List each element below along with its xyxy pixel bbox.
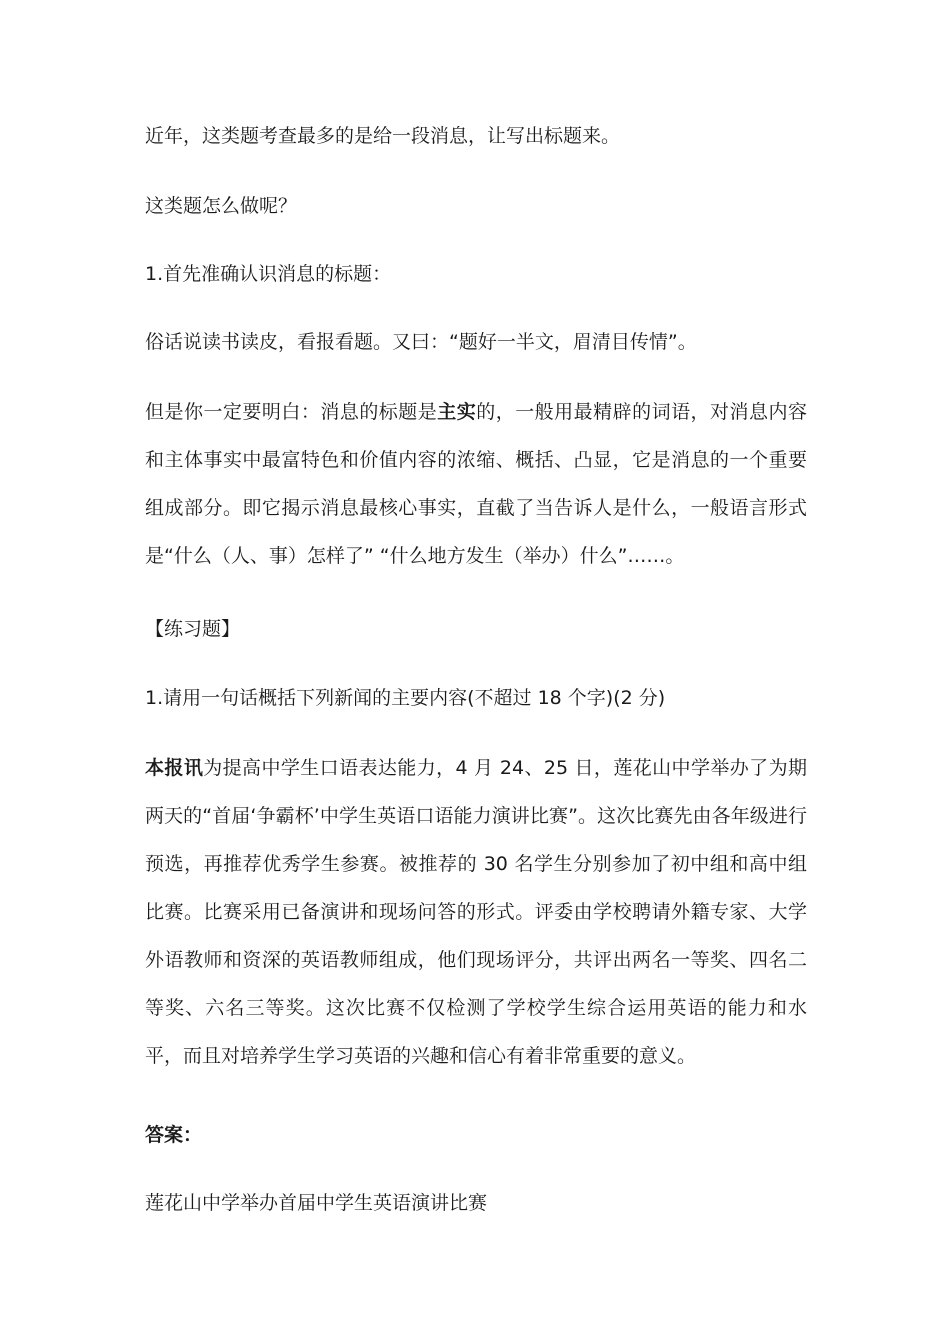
explanation-text-end: 的，一般用最精辟的词语，对消息内容和主体事实中最富特色和价值内容的浓缩、概括、凸显，它是消息的一个重要组成部分。即它揭示消息最核心事实，直截了当告诉人是什么，一般语言形式是“什么（人、事）怎样了” “什么地方发生（举办）什么”……。: [145, 401, 807, 567]
step-heading: 1.首先准确认识消息的标题：: [145, 263, 392, 285]
intro-paragraph: 近年，这类题考查最多的是给一段消息，让写出标题来。: [145, 125, 621, 147]
answer-label: 答案：: [145, 1124, 203, 1146]
exercise-prompt: 1.请用一句话概括下列新闻的主要内容(不超过 18 个字)(2 分): [145, 687, 666, 709]
news-lead: 本报讯: [145, 757, 204, 779]
explanation-bold-term: 主实: [437, 401, 477, 423]
explanation-paragraph: [145, 388, 807, 580]
answer-text: 莲花山中学举办首届中学生英语演讲比赛: [145, 1192, 488, 1214]
saying-paragraph: 俗话说读书读皮，看报看题。又曰：“题好一半文，眉清目传情”。: [145, 331, 697, 353]
practice-header: 【练习题】: [145, 618, 241, 640]
news-body: 为提高中学生口语表达能力，4 月 24、25 日，莲花山中学举办了为期两天的“首届‘争霸杯’中学生英语口语能力演讲比赛”。这次比赛先由各年级进行预选，再推荐优秀学生参赛。被推荐的 30 名学生分别参加了初中组和高中组比赛。比赛采用已备演讲和现场问答的形式。评委由学校聘请外籍专家、大学外语教师和资深的英语教师组成，他们现场评分，共评出两名一等奖、四名二等奖、六名三等奖。这次比赛不仅检测了学校学生综合运用英语的能力和水平，而且对培养学生学习英语的兴趣和信心有着非常重要的意义。: [145, 757, 807, 1067]
explanation-text-start: 但是你一定要明白：消息的标题是: [145, 401, 438, 423]
question-paragraph: 这类题怎么做呢？: [145, 195, 298, 217]
news-paragraph: [145, 744, 807, 1080]
